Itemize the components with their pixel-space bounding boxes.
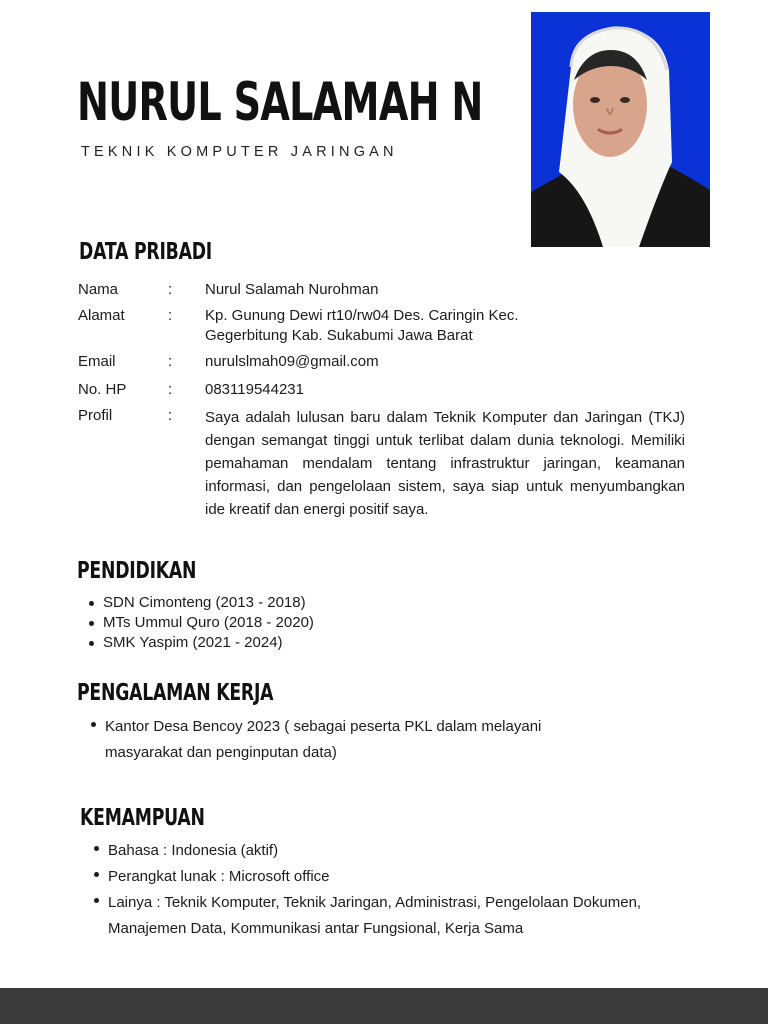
field-value: Nurul Salamah Nurohman bbox=[205, 281, 379, 298]
footer-bar bbox=[0, 988, 768, 1024]
education-list bbox=[77, 593, 637, 653]
field-colon: : bbox=[168, 281, 173, 298]
skills-list bbox=[82, 838, 682, 942]
list-item: Kantor Desa Bencoy 2023 ( sebagai peserta PKL dalam melayani masyarakat dan penginputan data) bbox=[79, 714, 619, 766]
list-item: SMK Yaspim (2021 - 2024) bbox=[77, 633, 637, 653]
field-label: Nama bbox=[78, 281, 119, 298]
field-colon: : bbox=[168, 381, 173, 398]
section-title-data-pribadi: DATA PRIBADI bbox=[79, 239, 212, 265]
field-label: Profil bbox=[78, 407, 113, 424]
field-label: Alamat bbox=[78, 307, 125, 324]
field-label: Email bbox=[78, 353, 116, 370]
candidate-role: TEKNIK KOMPUTER JARINGAN bbox=[81, 144, 398, 160]
field-colon: : bbox=[168, 307, 173, 324]
field-colon: : bbox=[168, 407, 173, 424]
profile-photo bbox=[531, 12, 710, 247]
section-title-pendidikan: PENDIDIKAN bbox=[77, 558, 197, 584]
field-colon: : bbox=[168, 353, 173, 370]
field-value: nurulslmah09@gmail.com bbox=[205, 353, 379, 370]
candidate-name: NURUL SALAMAH N bbox=[77, 72, 483, 133]
experience-list bbox=[79, 714, 619, 766]
field-value: Kp. Gunung Dewi rt10/rw04 Des. Caringin Kec. Gegerbitung Kab. Sukabumi Jawa Barat bbox=[205, 307, 519, 344]
field-value: 083119544231 bbox=[205, 381, 304, 398]
section-title-kemampuan: KEMAMPUAN bbox=[80, 805, 205, 831]
list-item: Perangkat lunak : Microsoft office bbox=[82, 864, 682, 890]
list-item: MTs Ummul Quro (2018 - 2020) bbox=[77, 613, 637, 633]
section-title-pengalaman-kerja: PENGALAMAN KERJA bbox=[77, 680, 274, 706]
profile-summary: Saya adalah lulusan baru dalam Teknik Komputer dan Jaringan (TKJ) dengan semangat tinggi untuk terlibat dalam dunia teknologi. Memiliki pemahaman mendalam tentang infrastruktur jaringan, keamanan informasi, dan pengelolaan sistem, saya siap untuk menyumbangkan ide kreatif dan energi positif saya. bbox=[205, 409, 685, 518]
list-item: Lainya : Teknik Komputer, Teknik Jaringan, Administrasi, Pengelolaan Dokumen, Manajemen Data, Kommunikasi antar Fungsional, Kerja Sama bbox=[82, 890, 682, 942]
list-item: SDN Cimonteng (2013 - 2018) bbox=[77, 593, 637, 613]
field-label: No. HP bbox=[78, 381, 127, 398]
list-item: Bahasa : Indonesia (aktif) bbox=[82, 838, 682, 864]
